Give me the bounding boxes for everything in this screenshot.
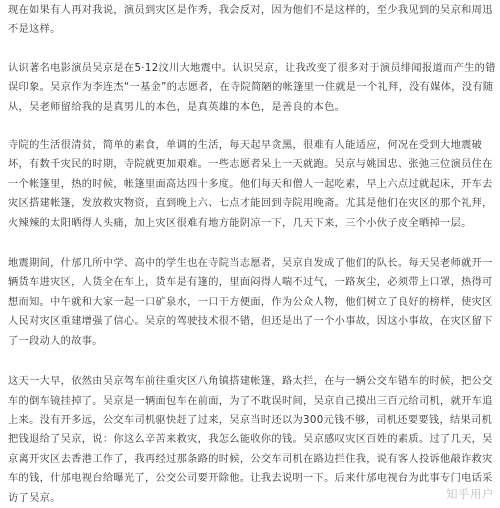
paragraph-spacer	[8, 117, 496, 136]
article-body	[8, 0, 496, 508]
paragraph-2: 认识著名电影演员吴京是在5·12汶川大地震中。认识吴京，让我改变了很多对于演员绯闻报道而产生的错误印象。吴京作为李连杰“一基金”的志愿者，在寺院简陋的帐篷里一住就是一个礼拜，没有媒体，没有随从，吴老师留给我的是真男儿的本色，是真英雄的本色，是善良的本色。	[8, 62, 496, 113]
paragraph-5: 这天一大早，依然由吴京驾车前往重灾区八角镇搭建帐篷，路太拦，在与一辆公交车错车的时候，把公交车的倒车镜挂掉了。吴京是一辆面包车在前面，为了不耽误时间，吴京自己摸出三百元给司机，就开车追上来。没有开多远，公交车司机驱快赶了过来，吴京当时还以为300元钱不够，司机还要要钱，结果司机把钱退给了吴京，说：你这么辛苦来救灾，我怎么能收你的钱。吴京感叹灾区百姓的素质。过了几天，吴京离开灾区去香港工作了，我再经过那条路的时候，公交车司机在路边拦住我，说有客人投诉他敲诈救灾车的钱，什邡电视台给曝光了，公交公司要开除他。让我去说明一下。后来什邡电视台为此事专门电话采访了吴京。	[8, 376, 493, 504]
paragraph-4: 地震期间，什邡几所中学、高中的学生也在寺院当志愿者，吴京自发成了他们的队长。每天吴老师就开一辆货车进灾区，人货全在车上，货车是有篷的，里面闷得人喘不过气，一路灰尘，必须带上口罩，热得可想而知。中午就和大家一起一口矿泉水，一口干方便面，作为公众人物，他们树立了良好的榜样，使灾区人民对灾区重建增强了信心。吴京的驾驶技术很不错，但还是出了一个小事故，因这小事故，在灾区留下了一段动人的故事。	[8, 258, 493, 347]
paragraph-spacer	[8, 40, 496, 59]
paragraph-1: 现在如果有人再对我说，演员到灾区是作秀，我会反对，因为他们不是这样的，至少我见到的吴京和周迅不是这样。	[8, 5, 493, 36]
watermark: 知乎用户	[446, 487, 494, 501]
paragraph-spacer	[8, 351, 496, 372]
paragraph-spacer	[8, 233, 496, 254]
paragraph-3: 寺院的生活很清贫，简单的素食，单调的生活，每天起早贪黑，很难有人能适应，何况在受到大地震破坏，有数千灾民的时期，寺院就更加艰难。一些志愿者呆上一天就跑。吴京与姚国忠、张弛三位演员住在一个帐篷里，热的时候，帐篷里面高达四十多度。他们每天和僧人一起吃素，早上六点过就起床，开车去灾区搭建帐篷，发放救灾物资，直到晚上六、七点才能回到寺院用晚斋。尤其是他们在灾区的那个礼拜，火辣辣的太阳晒得人头痛，加上灾区很难有地方能阴凉一下，几天下来，三个小伙子皮全晒掉一层。	[8, 140, 493, 229]
